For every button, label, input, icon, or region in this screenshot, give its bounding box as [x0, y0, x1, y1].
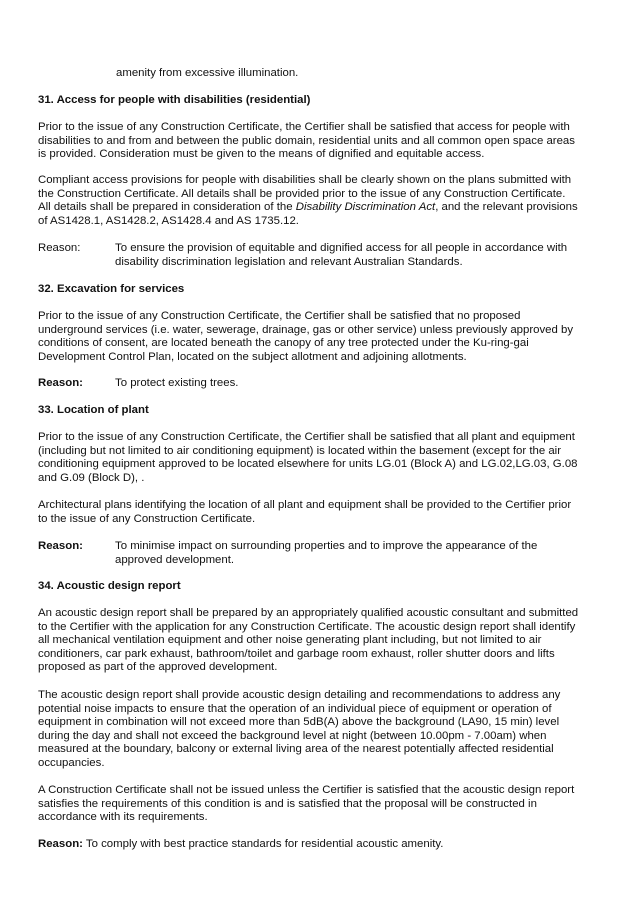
text-line: accordance with its requirements. — [38, 811, 208, 824]
text-line: To protect existing trees. — [115, 377, 239, 389]
text-line — [38, 201, 604, 215]
act-title: Disability Discrimination Act — [295, 201, 436, 214]
text-line: Prior to the issue of any Construction Certificate, the Certifier shall be satisfied that access for people with — [38, 121, 570, 133]
text-line: To ensure the provision of equitable and dignified access for all people in accordance with — [115, 242, 568, 254]
reason-text — [115, 242, 604, 269]
reason-label: Reason: — [38, 540, 83, 552]
text-line: of AS1428.1, AS1428.2, AS1428.4 and AS 1735.12. — [38, 214, 299, 227]
reason-label: Reason: — [38, 838, 83, 850]
section-32-paragraph-1 — [38, 310, 604, 364]
section-33-heading: 33. Location of plant — [38, 404, 149, 416]
text-line: to the issue of any Construction Certificate. — [38, 512, 256, 525]
text-line: conditioning equipment approved to be located elsewhere for units LG.01 (Block A) and LG.02,LG.03, G.08 — [38, 458, 578, 471]
text-line: is provided. Consideration must be given to the means of dignified and equitable access. — [38, 148, 485, 161]
section-34-paragraph-3 — [38, 784, 604, 825]
text-line: equipment in combination will not exceed more than 5dB(A) above the background (LA90, 15 min) level — [38, 716, 560, 729]
section-33-paragraph-2 — [38, 499, 604, 526]
section-32-heading: 32. Excavation for services — [38, 283, 185, 295]
section-31-paragraph-1 — [38, 121, 604, 162]
section-34-reason — [38, 838, 443, 852]
text-line: occupancies. — [38, 756, 105, 769]
section-34-paragraph-2 — [38, 689, 604, 771]
text-line: Compliant access provisions for people with disabilities shall be clearly shown on the plans submitted with — [38, 174, 572, 186]
text-line: satisfies the requirements of this condition is and is satisfied that the proposal will be constructed in — [38, 797, 537, 810]
text-line: and G.09 (Block D), . — [38, 471, 145, 484]
reason-text: To comply with best practice standards for residential acoustic amenity. — [85, 838, 444, 850]
text-line: (including but not limited to air conditioning equipment) is located within the basement (except for the air — [38, 444, 561, 457]
section-34-paragraph-1 — [38, 607, 604, 675]
text-line: Prior to the issue of any Construction Certificate, the Certifier shall be satisfied that all plant and equipment — [38, 431, 575, 443]
text-line: disabilities to and from and between the public domain, residential units and all common open space areas — [38, 134, 575, 147]
reason-label: Reason: — [38, 242, 81, 254]
text-fragment: , and the relevant provisions — [435, 201, 578, 214]
text-line: the Construction Certificate. All details shall be provided prior to the issue of any Construction Certificate. — [38, 187, 566, 200]
section-33-paragraph-1 — [38, 431, 604, 485]
text-fragment: All details shall be prepared in consideration of the — [38, 201, 296, 214]
text-line: Prior to the issue of any Construction Certificate, the Certifier shall be satisfied that no proposed — [38, 310, 521, 322]
reason-text — [115, 540, 604, 567]
text-line: measured at the boundary, balcony or external living area of the nearest potentially affected residential — [38, 743, 554, 756]
text-line: during the day and shall not exceed the background level at night (between 10.00pm - 7.00am) when — [38, 729, 547, 742]
text-line: potential noise impacts to ensure that the operation of an individual piece of equipment or operation of — [38, 702, 552, 715]
text-line: Development Control Plan, located on the subject allotment and adjoining allotments. — [38, 350, 467, 363]
text-line: A Construction Certificate shall not be issued unless the Certifier is satisfied that the acoustic design report — [38, 784, 575, 796]
text-line: all mechanical ventilation equipment and other noise generating plant including, but not limited to air — [38, 634, 542, 647]
text-line: The acoustic design report shall provide acoustic design detailing and recommendations to address any — [38, 689, 561, 701]
text-line: To minimise impact on surrounding properties and to improve the appearance of the — [115, 540, 538, 552]
text-line: underground services (i.e. water, sewerage, drainage, gas or other service) unless previously approved by — [38, 323, 574, 336]
text-line: proposed as part of the approved development. — [38, 661, 278, 674]
section-31-paragraph-2 — [38, 174, 604, 228]
text-line: disability discrimination legislation and relevant Australian Standards. — [115, 255, 463, 268]
text-line: Architectural plans identifying the location of all plant and equipment shall be provided to the Certifier prior — [38, 499, 572, 511]
carryover-line: amenity from excessive illumination. — [116, 67, 299, 79]
text-line: conditions of consent, are located beneath the canopy of any tree protected under the Ku-ring-gai — [38, 337, 529, 350]
section-34-heading: 34. Acoustic design report — [38, 580, 181, 592]
text-line: conditioners, car park exhaust, bathroom/toilet and garbage room exhaust, roller shutter doors and lifts — [38, 647, 555, 660]
text-line: to the Certifier with the application for any Construction Certificate. The acoustic design report shall identify — [38, 620, 576, 633]
section-31-heading: 31. Access for people with disabilities (residential) — [38, 94, 311, 106]
reason-text — [115, 377, 604, 391]
reason-label: Reason: — [38, 377, 83, 389]
text-line: approved development. — [115, 553, 235, 566]
text-line: An acoustic design report shall be prepared by an appropriately qualified acoustic consultant and submitted — [38, 607, 579, 619]
